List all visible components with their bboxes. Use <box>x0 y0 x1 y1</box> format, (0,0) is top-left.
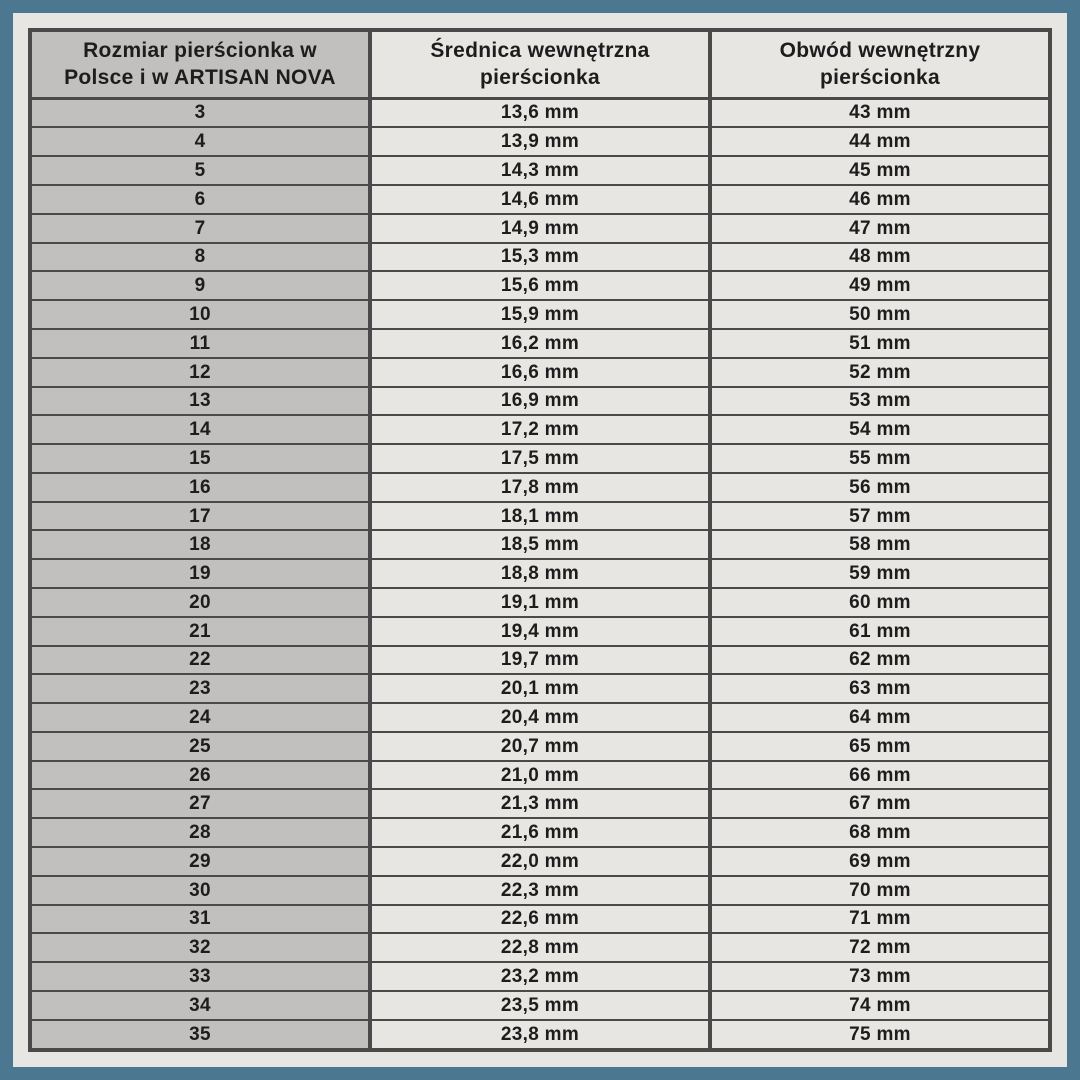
column-header-ring-size: Rozmiar pierścionka w Polsce i w ARTISAN NOVA <box>30 30 370 98</box>
size-cell: 22 <box>30 646 370 675</box>
size-cell: 6 <box>30 185 370 214</box>
size-cell: 14 <box>30 415 370 444</box>
circumference-cell: 66 mm <box>710 761 1050 790</box>
diameter-cell: 15,6 mm <box>370 271 710 300</box>
table-row <box>30 646 1050 675</box>
circumference-cell: 52 mm <box>710 358 1050 387</box>
table-row <box>30 933 1050 962</box>
table-row <box>30 1020 1050 1050</box>
diameter-cell: 22,3 mm <box>370 876 710 905</box>
panel-background <box>13 13 1067 1067</box>
circumference-cell: 54 mm <box>710 415 1050 444</box>
size-cell: 35 <box>30 1020 370 1050</box>
size-cell: 33 <box>30 962 370 991</box>
diameter-cell: 18,8 mm <box>370 559 710 588</box>
diameter-cell: 23,8 mm <box>370 1020 710 1050</box>
size-cell: 31 <box>30 905 370 934</box>
table-body <box>30 98 1050 1050</box>
circumference-cell: 60 mm <box>710 588 1050 617</box>
diameter-cell: 15,9 mm <box>370 300 710 329</box>
table-row <box>30 588 1050 617</box>
size-cell: 21 <box>30 617 370 646</box>
size-cell: 9 <box>30 271 370 300</box>
diameter-cell: 17,5 mm <box>370 444 710 473</box>
diameter-cell: 14,3 mm <box>370 156 710 185</box>
size-cell: 25 <box>30 732 370 761</box>
size-cell: 32 <box>30 933 370 962</box>
circumference-cell: 63 mm <box>710 674 1050 703</box>
diameter-cell: 23,2 mm <box>370 962 710 991</box>
circumference-cell: 64 mm <box>710 703 1050 732</box>
circumference-cell: 45 mm <box>710 156 1050 185</box>
table-row <box>30 387 1050 416</box>
table-row <box>30 300 1050 329</box>
table-row <box>30 329 1050 358</box>
table-row <box>30 991 1050 1020</box>
table-row <box>30 674 1050 703</box>
table-row <box>30 473 1050 502</box>
diameter-cell: 21,0 mm <box>370 761 710 790</box>
diameter-cell: 16,2 mm <box>370 329 710 358</box>
size-cell: 28 <box>30 818 370 847</box>
circumference-cell: 47 mm <box>710 214 1050 243</box>
circumference-cell: 43 mm <box>710 98 1050 127</box>
circumference-cell: 59 mm <box>710 559 1050 588</box>
size-cell: 24 <box>30 703 370 732</box>
circumference-cell: 68 mm <box>710 818 1050 847</box>
circumference-cell: 53 mm <box>710 387 1050 416</box>
table-row <box>30 761 1050 790</box>
circumference-cell: 65 mm <box>710 732 1050 761</box>
size-cell: 16 <box>30 473 370 502</box>
size-cell: 27 <box>30 789 370 818</box>
column-header-inner-diameter: Średnica wewnętrzna pierścionka <box>370 30 710 98</box>
table-row <box>30 559 1050 588</box>
diameter-cell: 16,9 mm <box>370 387 710 416</box>
table-row <box>30 185 1050 214</box>
diameter-cell: 20,1 mm <box>370 674 710 703</box>
table-row <box>30 271 1050 300</box>
circumference-cell: 75 mm <box>710 1020 1050 1050</box>
table-row <box>30 703 1050 732</box>
circumference-cell: 73 mm <box>710 962 1050 991</box>
size-cell: 12 <box>30 358 370 387</box>
size-cell: 10 <box>30 300 370 329</box>
diameter-cell: 18,1 mm <box>370 502 710 531</box>
size-cell: 30 <box>30 876 370 905</box>
table-row <box>30 444 1050 473</box>
column-header-inner-circumference: Obwód wewnętrzny pierścionka <box>710 30 1050 98</box>
table-header <box>30 30 1050 98</box>
size-cell: 5 <box>30 156 370 185</box>
table-row <box>30 156 1050 185</box>
diameter-cell: 19,1 mm <box>370 588 710 617</box>
table-row <box>30 530 1050 559</box>
table-row <box>30 358 1050 387</box>
table-row <box>30 732 1050 761</box>
circumference-cell: 48 mm <box>710 243 1050 272</box>
size-cell: 11 <box>30 329 370 358</box>
size-cell: 26 <box>30 761 370 790</box>
circumference-cell: 46 mm <box>710 185 1050 214</box>
table-row <box>30 98 1050 127</box>
size-cell: 18 <box>30 530 370 559</box>
circumference-cell: 69 mm <box>710 847 1050 876</box>
diameter-cell: 19,7 mm <box>370 646 710 675</box>
diameter-cell: 15,3 mm <box>370 243 710 272</box>
size-cell: 17 <box>30 502 370 531</box>
diameter-cell: 17,2 mm <box>370 415 710 444</box>
table-row <box>30 617 1050 646</box>
table-row <box>30 127 1050 156</box>
diameter-cell: 20,7 mm <box>370 732 710 761</box>
diameter-cell: 22,6 mm <box>370 905 710 934</box>
table-row <box>30 214 1050 243</box>
diameter-cell: 13,9 mm <box>370 127 710 156</box>
size-cell: 4 <box>30 127 370 156</box>
table-row <box>30 502 1050 531</box>
diameter-cell: 22,0 mm <box>370 847 710 876</box>
size-cell: 7 <box>30 214 370 243</box>
circumference-cell: 50 mm <box>710 300 1050 329</box>
circumference-cell: 57 mm <box>710 502 1050 531</box>
circumference-cell: 62 mm <box>710 646 1050 675</box>
table-row <box>30 789 1050 818</box>
diameter-cell: 22,8 mm <box>370 933 710 962</box>
table-row <box>30 905 1050 934</box>
table-row <box>30 243 1050 272</box>
diameter-cell: 23,5 mm <box>370 991 710 1020</box>
circumference-cell: 51 mm <box>710 329 1050 358</box>
circumference-cell: 67 mm <box>710 789 1050 818</box>
size-cell: 19 <box>30 559 370 588</box>
circumference-cell: 74 mm <box>710 991 1050 1020</box>
diameter-cell: 20,4 mm <box>370 703 710 732</box>
diameter-cell: 14,9 mm <box>370 214 710 243</box>
circumference-cell: 71 mm <box>710 905 1050 934</box>
table-row <box>30 876 1050 905</box>
size-cell: 23 <box>30 674 370 703</box>
circumference-cell: 49 mm <box>710 271 1050 300</box>
circumference-cell: 56 mm <box>710 473 1050 502</box>
diameter-cell: 19,4 mm <box>370 617 710 646</box>
circumference-cell: 58 mm <box>710 530 1050 559</box>
size-cell: 3 <box>30 98 370 127</box>
size-cell: 29 <box>30 847 370 876</box>
header-row <box>30 30 1050 98</box>
circumference-cell: 55 mm <box>710 444 1050 473</box>
diameter-cell: 14,6 mm <box>370 185 710 214</box>
circumference-cell: 72 mm <box>710 933 1050 962</box>
diameter-cell: 18,5 mm <box>370 530 710 559</box>
diameter-cell: 21,6 mm <box>370 818 710 847</box>
diameter-cell: 21,3 mm <box>370 789 710 818</box>
diameter-cell: 13,6 mm <box>370 98 710 127</box>
size-cell: 8 <box>30 243 370 272</box>
size-cell: 20 <box>30 588 370 617</box>
table-row <box>30 818 1050 847</box>
size-cell: 13 <box>30 387 370 416</box>
circumference-cell: 44 mm <box>710 127 1050 156</box>
table-row <box>30 415 1050 444</box>
diameter-cell: 16,6 mm <box>370 358 710 387</box>
table-row <box>30 962 1050 991</box>
table-row <box>30 847 1050 876</box>
size-cell: 34 <box>30 991 370 1020</box>
circumference-cell: 61 mm <box>710 617 1050 646</box>
size-cell: 15 <box>30 444 370 473</box>
diameter-cell: 17,8 mm <box>370 473 710 502</box>
circumference-cell: 70 mm <box>710 876 1050 905</box>
ring-size-table <box>28 28 1052 1052</box>
